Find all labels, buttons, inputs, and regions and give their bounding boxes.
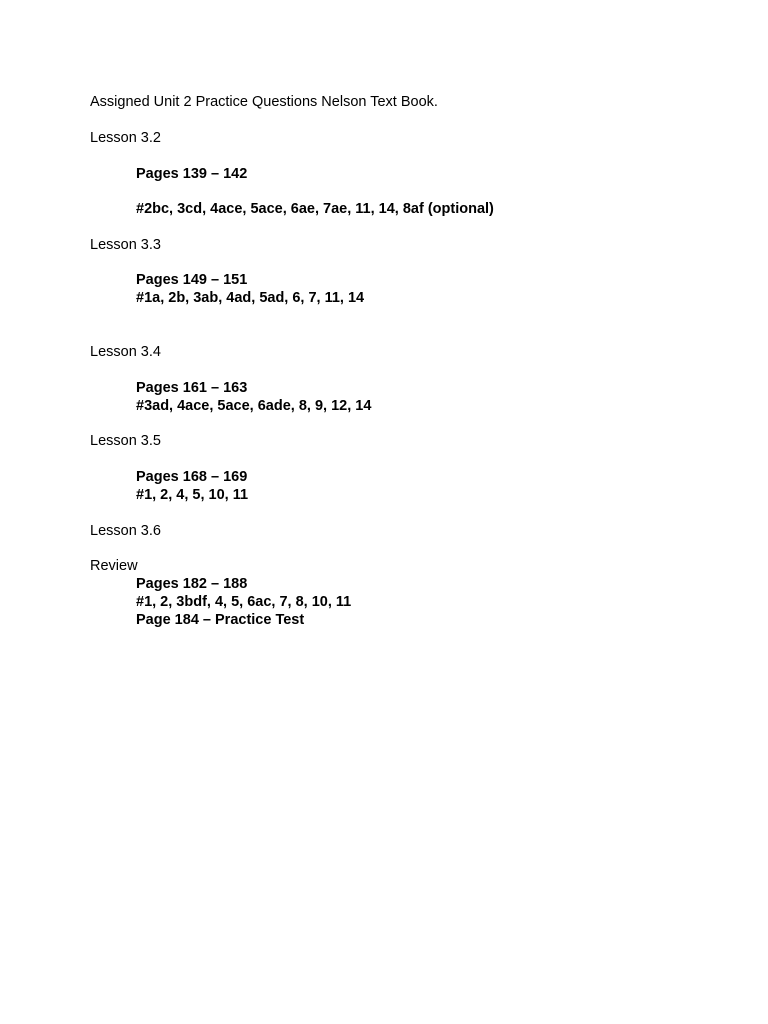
review-practice-test: Page 184 – Practice Test: [136, 612, 305, 628]
lesson-3-5-title: Lesson 3.5: [90, 433, 161, 449]
lesson-3-5-pages: Pages 168 – 169: [136, 469, 248, 485]
lesson-3-3-pages: Pages 149 – 151: [136, 272, 248, 288]
lesson-3-2-questions: #2bc, 3cd, 4ace, 5ace, 6ae, 7ae, 11, 14, 8af (optional): [136, 201, 494, 217]
lesson-3-6-title: Lesson 3.6: [90, 523, 161, 539]
lesson-3-4-pages: Pages 161 – 163: [136, 380, 248, 396]
lesson-3-2-title: Lesson 3.2: [90, 130, 161, 146]
lesson-3-4-questions: #3ad, 4ace, 5ace, 6ade, 8, 9, 12, 14: [136, 398, 372, 414]
review-title: Review: [90, 558, 138, 574]
document-heading: Assigned Unit 2 Practice Questions Nelson Text Book.: [90, 94, 438, 110]
lesson-3-3-title: Lesson 3.3: [90, 237, 161, 253]
lesson-3-3-questions: #1a, 2b, 3ab, 4ad, 5ad, 6, 7, 11, 14: [136, 290, 365, 306]
review-pages: Pages 182 – 188: [136, 576, 248, 592]
lesson-3-2-pages: Pages 139 – 142: [136, 166, 248, 182]
lesson-3-4-title: Lesson 3.4: [90, 344, 161, 360]
review-questions: #1, 2, 3bdf, 4, 5, 6ac, 7, 8, 10, 11: [136, 594, 352, 610]
lesson-3-5-questions: #1, 2, 4, 5, 10, 11: [136, 487, 249, 503]
